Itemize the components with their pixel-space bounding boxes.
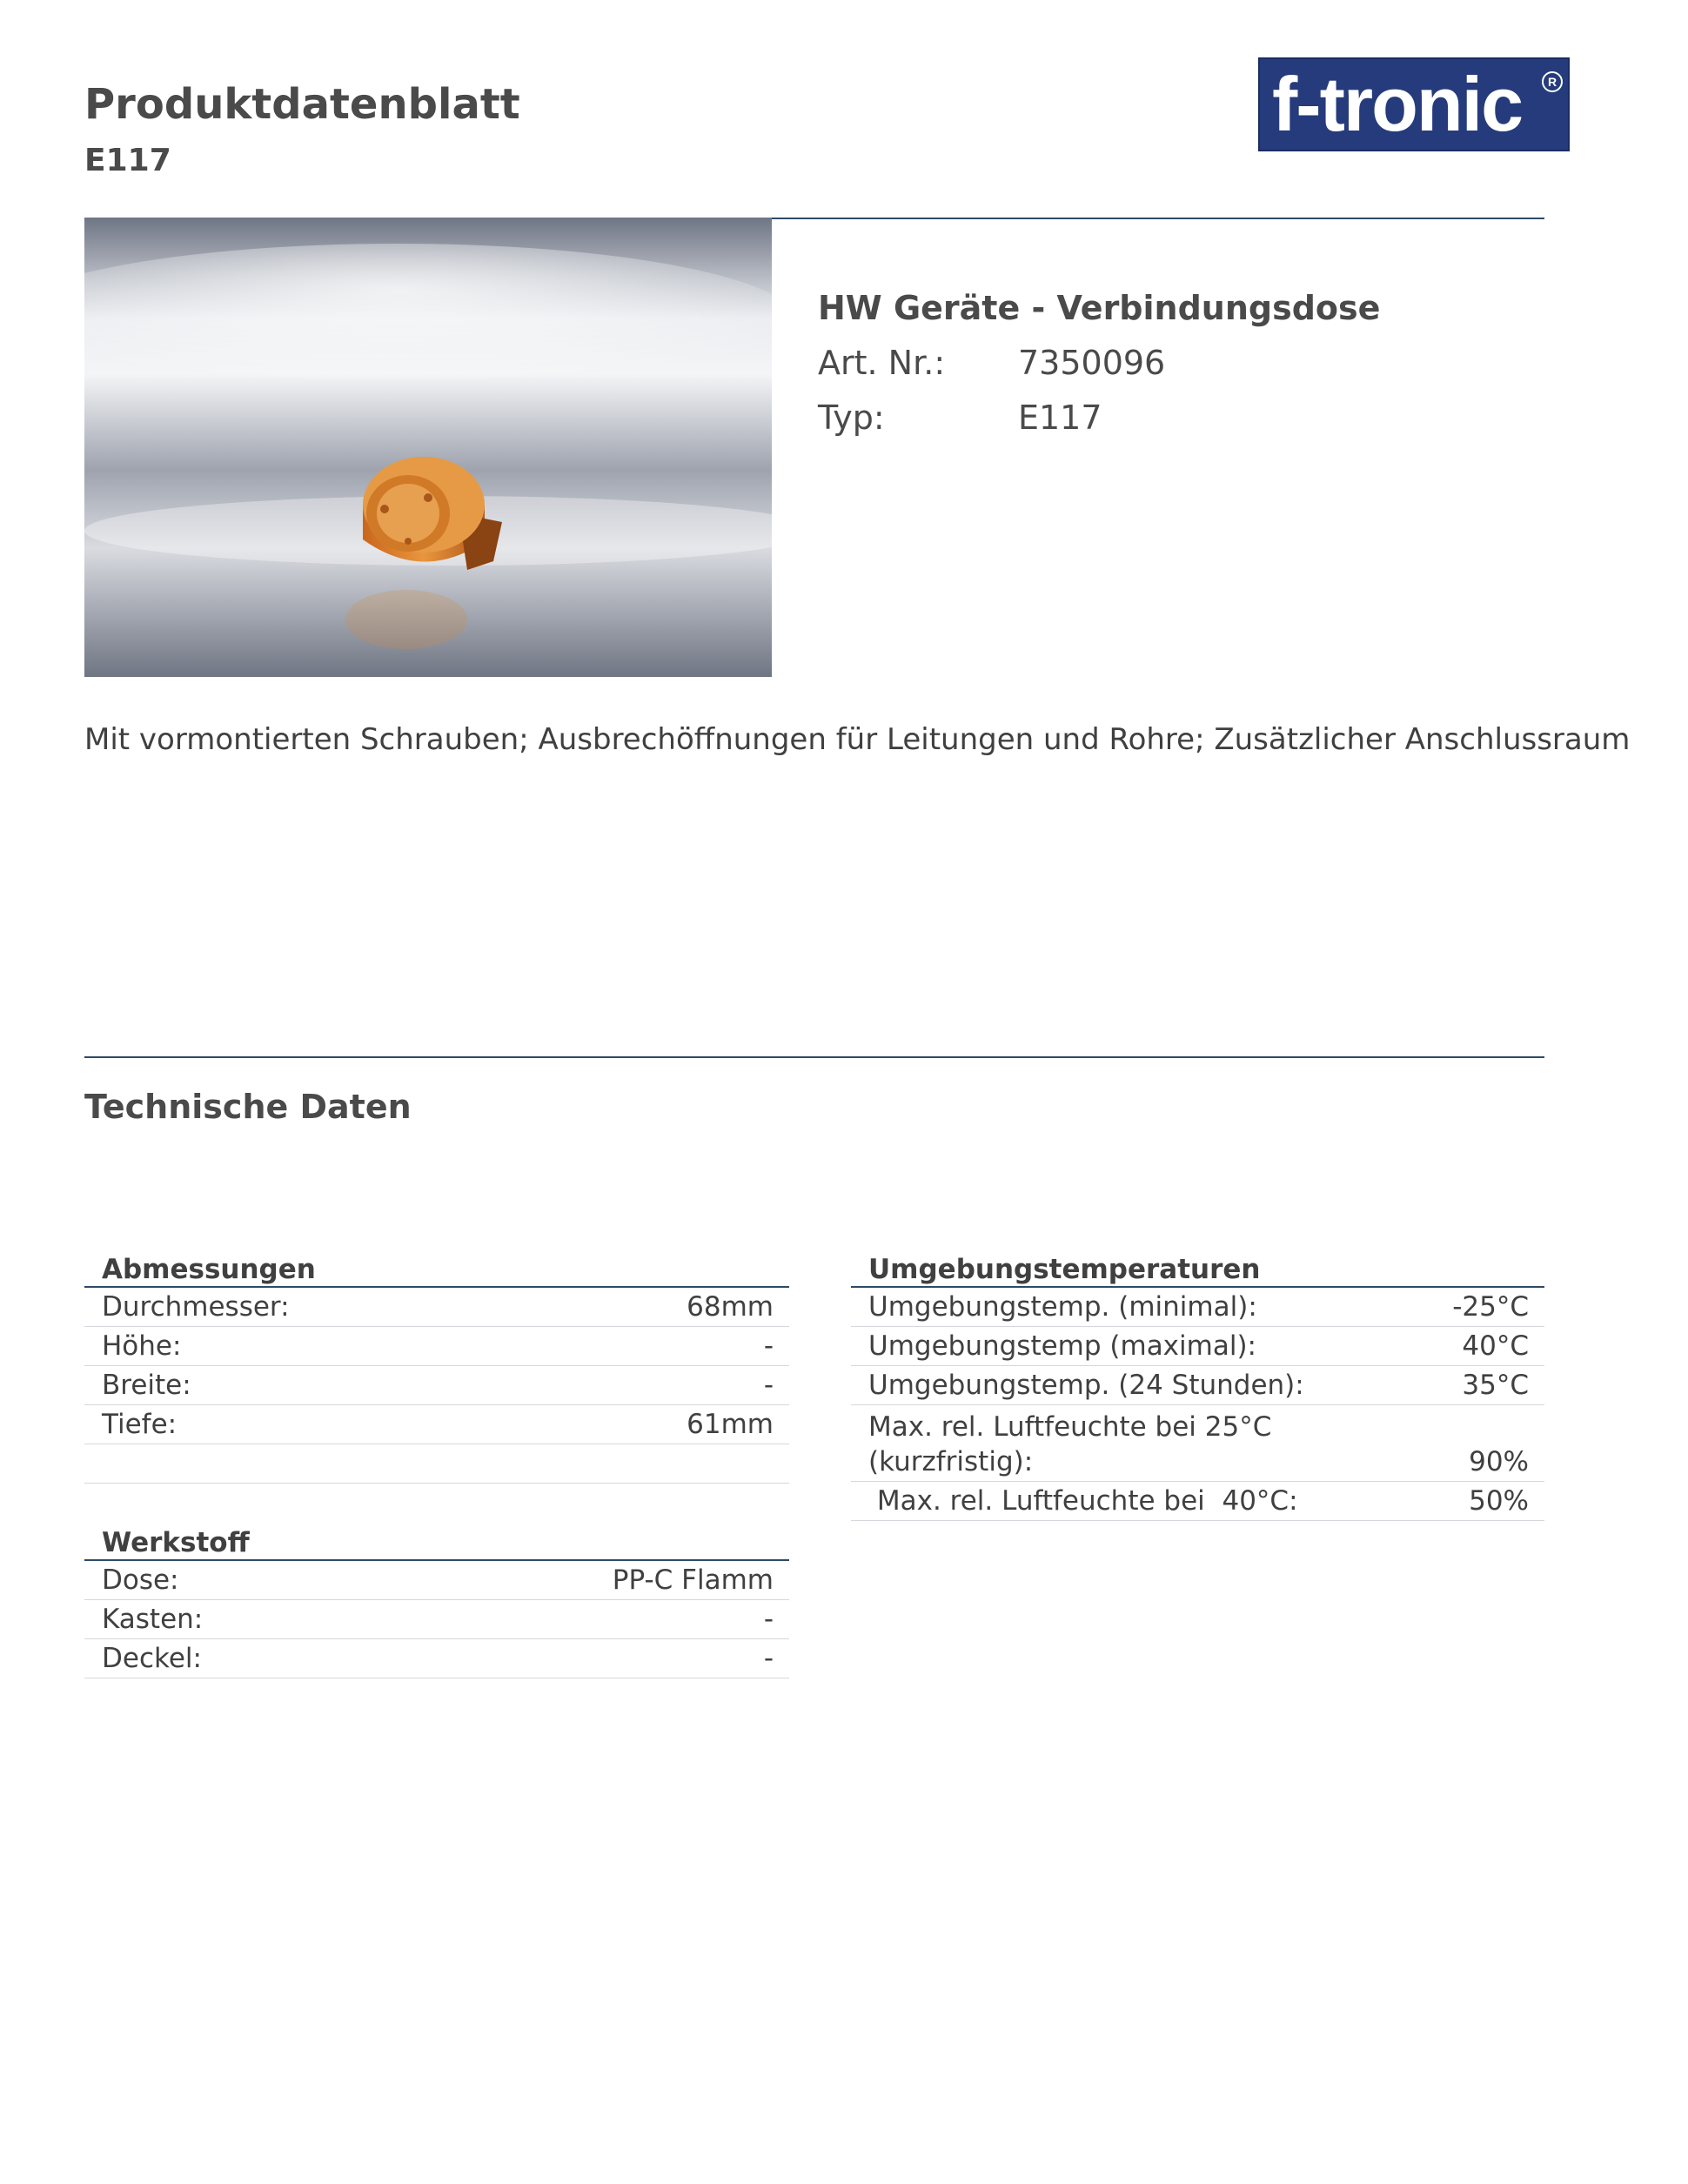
row-label: Höhe:	[102, 1330, 182, 1362]
material-table	[84, 1524, 789, 1678]
dimensions-table	[84, 1251, 789, 1484]
table-row	[84, 1288, 789, 1327]
table-row	[851, 1288, 1544, 1327]
product-description: Mit vormontierten Schrauben; Ausbrechöffnungen für Leitungen und Rohre; Zusätzlicher Anschlussraum	[84, 722, 1631, 757]
table-row	[84, 1561, 789, 1600]
row-value: -	[763, 1370, 774, 1401]
table-row	[84, 1366, 789, 1405]
table-row	[851, 1366, 1544, 1405]
product-photo	[84, 218, 772, 677]
section-title-technical-data: Technische Daten	[84, 1088, 412, 1126]
row-label: Breite:	[102, 1370, 191, 1401]
table-row	[84, 1444, 789, 1484]
article-number-value: 7350096	[1018, 344, 1166, 382]
row-value: -	[763, 1604, 774, 1635]
row-value: 68mm	[687, 1291, 774, 1323]
logo-text: f-tronic	[1272, 61, 1523, 147]
row-value: 35°C	[1462, 1370, 1529, 1401]
table-row	[84, 1600, 789, 1639]
temperatures-table	[851, 1251, 1544, 1521]
row-value: 90%	[1469, 1446, 1529, 1477]
row-label: Tiefe:	[102, 1409, 178, 1440]
row-label: Max. rel. Luftfeuchte bei 25°C (kurzfristig):	[868, 1411, 1272, 1477]
section-divider	[84, 1056, 1544, 1058]
dimensions-heading: Abmessungen	[84, 1251, 789, 1288]
row-label: Max. rel. Luftfeuchte bei 40°C:	[868, 1485, 1298, 1517]
page-title: Produktdatenblatt	[84, 80, 520, 129]
table-row	[84, 1327, 789, 1366]
row-label: Dose:	[102, 1564, 179, 1596]
row-label: Umgebungstemp (maximal):	[868, 1330, 1256, 1362]
row-label: Umgebungstemp. (24 Stunden):	[868, 1370, 1304, 1401]
row-label: Umgebungstemp. (minimal):	[868, 1291, 1257, 1323]
registered-mark-icon: R	[1542, 71, 1563, 92]
row-value: 61mm	[687, 1409, 774, 1440]
top-divider	[772, 218, 1544, 219]
article-number-label: Art. Nr.:	[818, 344, 946, 382]
row-value: PP-C Flamm	[612, 1564, 774, 1596]
table-row	[84, 1639, 789, 1678]
type-label: Typ:	[818, 399, 885, 437]
row-value: -25°C	[1452, 1291, 1529, 1323]
table-row	[851, 1405, 1544, 1482]
row-value: 50%	[1469, 1485, 1529, 1517]
row-value: -	[763, 1330, 774, 1362]
page-subtitle: E117	[84, 143, 171, 178]
row-label: Kasten:	[102, 1604, 204, 1635]
material-heading: Werkstoff	[84, 1524, 789, 1561]
row-label: Deckel:	[102, 1643, 202, 1674]
brand-logo	[1258, 57, 1570, 151]
table-row	[851, 1327, 1544, 1366]
row-value: 40°C	[1462, 1330, 1529, 1362]
type-value: E117	[1018, 399, 1102, 437]
table-row	[851, 1482, 1544, 1521]
temperatures-heading: Umgebungstemperaturen	[851, 1251, 1544, 1288]
row-label: Durchmesser:	[102, 1291, 290, 1323]
row-value: -	[763, 1643, 774, 1674]
product-heading: HW Geräte - Verbindungsdose	[818, 289, 1381, 327]
table-row	[84, 1405, 789, 1444]
